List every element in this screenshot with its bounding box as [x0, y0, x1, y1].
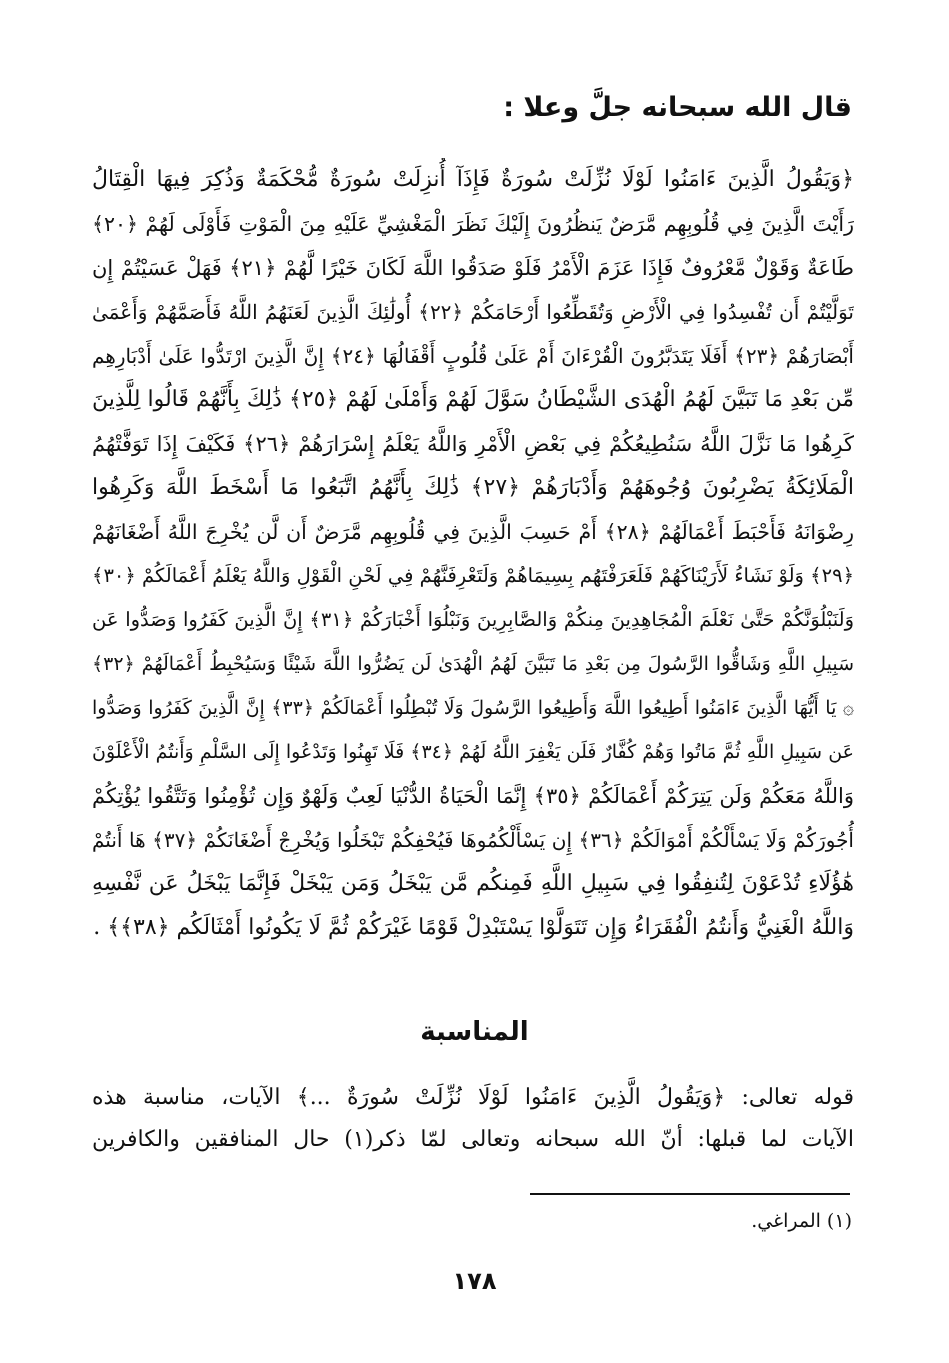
verse-line: رِضْوَانَهُ فَأَحْبَطَ أَعْمَالَهُمْ ﴿٢٨﴾ أَمْ حَسِبَ الَّذِينَ فِي قُلُوبِهِم مَّرَضٌ أَن لَّن يُخْرِجَ اللَّهُ أَضْغَانَهُمْ — [92, 520, 854, 544]
quran-verses-block — [92, 158, 854, 950]
verse-line: الْمَلَائِكَةُ يَضْرِبُونَ وُجُوهَهُمْ وَأَدْبَارَهُمْ ﴿٢٧﴾ ذَٰلِكَ بِأَنَّهُمُ اتَّبَعُوا مَا أَسْخَطَ اللَّهَ وَكَرِهُوا — [92, 475, 854, 500]
verse-line: ﴿٢٩﴾ وَلَوْ نَشَاءُ لَأَرَيْنَاكَهُمْ فَلَعَرَفْتَهُم بِسِيمَاهُمْ وَلَتَعْرِفَنَّهُمْ فِي لَحْنِ الْقَوْلِ وَاللَّهُ يَعْلَمُ أَعْمَالَكُمْ ﴿٣٠﴾ — [92, 564, 854, 587]
verse-line: مِّن بَعْدِ مَا تَبَيَّنَ لَهُمُ الْهُدَى الشَّيْطَانُ سَوَّلَ لَهُمْ وَأَمْلَىٰ لَهُمْ ﴿٢٥﴾ ذَٰلِكَ بِأَنَّهُمْ قَالُوا لِلَّذِينَ — [92, 387, 854, 412]
footnote: (١) المراغي. — [751, 1210, 852, 1232]
verse-line: رَأَيْتَ الَّذِينَ فِي قُلُوبِهِم مَّرَضٌ يَنظُرُونَ إِلَيْكَ نَظَرَ الْمَغْشِيِّ عَلَيْهِ مِنَ الْمَوْتِ فَأَوْلَى لَهُمْ ﴿٢٠﴾ — [92, 212, 854, 236]
verse-line: ﴿وَيَقُولُ الَّذِينَ ءَامَنُوا لَوْلَا نُزِّلَتْ سُورَةٌ فَإِذَآ أُنزِلَتْ سُورَةٌ مُّحْكَمَةٌ وَذُكِرَ فِيهَا الْقِتَالُ — [92, 167, 854, 192]
verse-line: هَٰؤُلَاءِ تُدْعَوْنَ لِتُنفِقُوا فِي سَبِيلِ اللَّهِ فَمِنكُم مَّن يَبْخَلُ وَمَن يَبْخَلْ فَإِنَّمَا يَبْخَلُ عَن نَّفْسِهِ — [92, 871, 854, 896]
verse-line: عَن سَبِيلِ اللَّهِ ثُمَّ مَاتُوا وَهُمْ كُفَّارٌ فَلَن يَغْفِرَ اللَّهُ لَهُمْ ﴿٣٤﴾ فَلَا تَهِنُوا وَتَدْعُوا إِلَى السَّلْمِ وَأَنتُمُ الْأَعْلَوْنَ — [92, 741, 854, 763]
verse-line: وَاللَّهُ مَعَكُمْ وَلَن يَتِرَكُمْ أَعْمَالَكُمْ ﴿٣٥﴾ إِنَّمَا الْحَيَاةُ الدُّنْيَا لَعِبٌ وَلَهْوٌ وَإِن تُؤْمِنُوا وَتَتَّقُوا يُؤْتِكُمْ — [92, 784, 854, 808]
verse-line: كَرِهُوا مَا نَزَّلَ اللَّهُ سَنُطِيعُكُمْ فِي بَعْضِ الْأَمْرِ وَاللَّهُ يَعْلَمُ إِسْرَارَهُمْ ﴿٢٦﴾ فَكَيْفَ إِذَا تَوَفَّتْهُمُ — [92, 432, 854, 456]
intro-heading: قال الله سبحانه جلَّ وعلا : — [503, 92, 852, 123]
verse-line: سَبِيلِ اللَّهِ وَشَاقُّوا الرَّسُولَ مِن بَعْدِ مَا تَبَيَّنَ لَهُمُ الْهُدَىٰ لَن يَضُرُّوا اللَّهَ شَيْئًا وَسَيُحْبِطُ أَعْمَالَهُمْ ﴿٣٢﴾ — [92, 653, 854, 675]
verse-line: وَلَنَبْلُوَنَّكُمْ حَتَّىٰ نَعْلَمَ الْمُجَاهِدِينَ مِنكُمْ وَالصَّابِرِينَ وَنَبْلُوَا أَخْبَارَكُمْ ﴿٣١﴾ إِنَّ الَّذِينَ كَفَرُوا وَصَدُّوا عَن — [92, 608, 854, 631]
page-number: ١٧٨ — [452, 1267, 497, 1295]
footnote-divider — [530, 1193, 850, 1195]
verse-line: أَبْصَارَهُمْ ﴿٢٣﴾ أَفَلَا يَتَدَبَّرُونَ الْقُرْءَانَ أَمْ عَلَىٰ قُلُوبٍ أَقْفَالُهَا ﴿٢٤﴾ إِنَّ الَّذِينَ ارْتَدُّوا عَلَىٰ أَدْبَارِهِم — [92, 344, 854, 368]
body-line: الآيات لما قبلها: أنّ الله سبحانه وتعالى لمّا ذكر(١) حال المنافقين والكافرين — [92, 1127, 854, 1152]
body-line: قوله تعالى: ﴿وَيَقُولُ الَّذِينَ ءَامَنُوا لَوْلَا نُزِّلَتْ سُورَةٌ ...﴾ الآيات، مناسبة هذه — [92, 1085, 854, 1110]
verse-line: أُجُورَكُمْ وَلَا يَسْأَلْكُمْ أَمْوَالَكُمْ ﴿٣٦﴾ إِن يَسْأَلْكُمُوهَا فَيُحْفِكُمْ تَبْخَلُوا وَيُخْرِجْ أَضْغَانَكُمْ ﴿٣٧﴾ هَا أَنتُمْ — [92, 828, 854, 852]
section-title: المناسبة — [420, 1017, 529, 1047]
body-paragraph — [92, 1077, 854, 1161]
verse-line: تَوَلَّيْتُمْ أَن تُفْسِدُوا فِي الْأَرْضِ وَتُقَطِّعُوا أَرْحَامَكُمْ ﴿٢٢﴾ أُولَٰئِكَ الَّذِينَ لَعَنَهُمُ اللَّهُ فَأَصَمَّهُمْ وَأَعْمَىٰ — [92, 300, 854, 324]
verse-line: ۞ يَا أَيُّهَا الَّذِينَ ءَامَنُوا أَطِيعُوا اللَّهَ وَأَطِيعُوا الرَّسُولَ وَلَا تُبْطِلُوا أَعْمَالَكُمْ ﴿٣٣﴾ إِنَّ الَّذِينَ كَفَرُوا وَصَدُّوا — [92, 697, 854, 719]
verse-line: وَاللَّهُ الْغَنِيُّ وَأَنتُمُ الْفُقَرَاءُ وَإِن تَتَوَلَّوْا يَسْتَبْدِلْ قَوْمًا غَيْرَكُمْ ثُمَّ لَا يَكُونُوا أَمْثَالَكُم ﴿٣٨﴾﴾ . — [93, 915, 854, 940]
verse-line: طَاعَةٌ وَقَوْلٌ مَّعْرُوفٌ فَإِذَا عَزَمَ الْأَمْرُ فَلَوْ صَدَقُوا اللَّهَ لَكَانَ خَيْرًا لَّهُمْ ﴿٢١﴾ فَهَلْ عَسَيْتُمْ إِن — [92, 256, 854, 280]
